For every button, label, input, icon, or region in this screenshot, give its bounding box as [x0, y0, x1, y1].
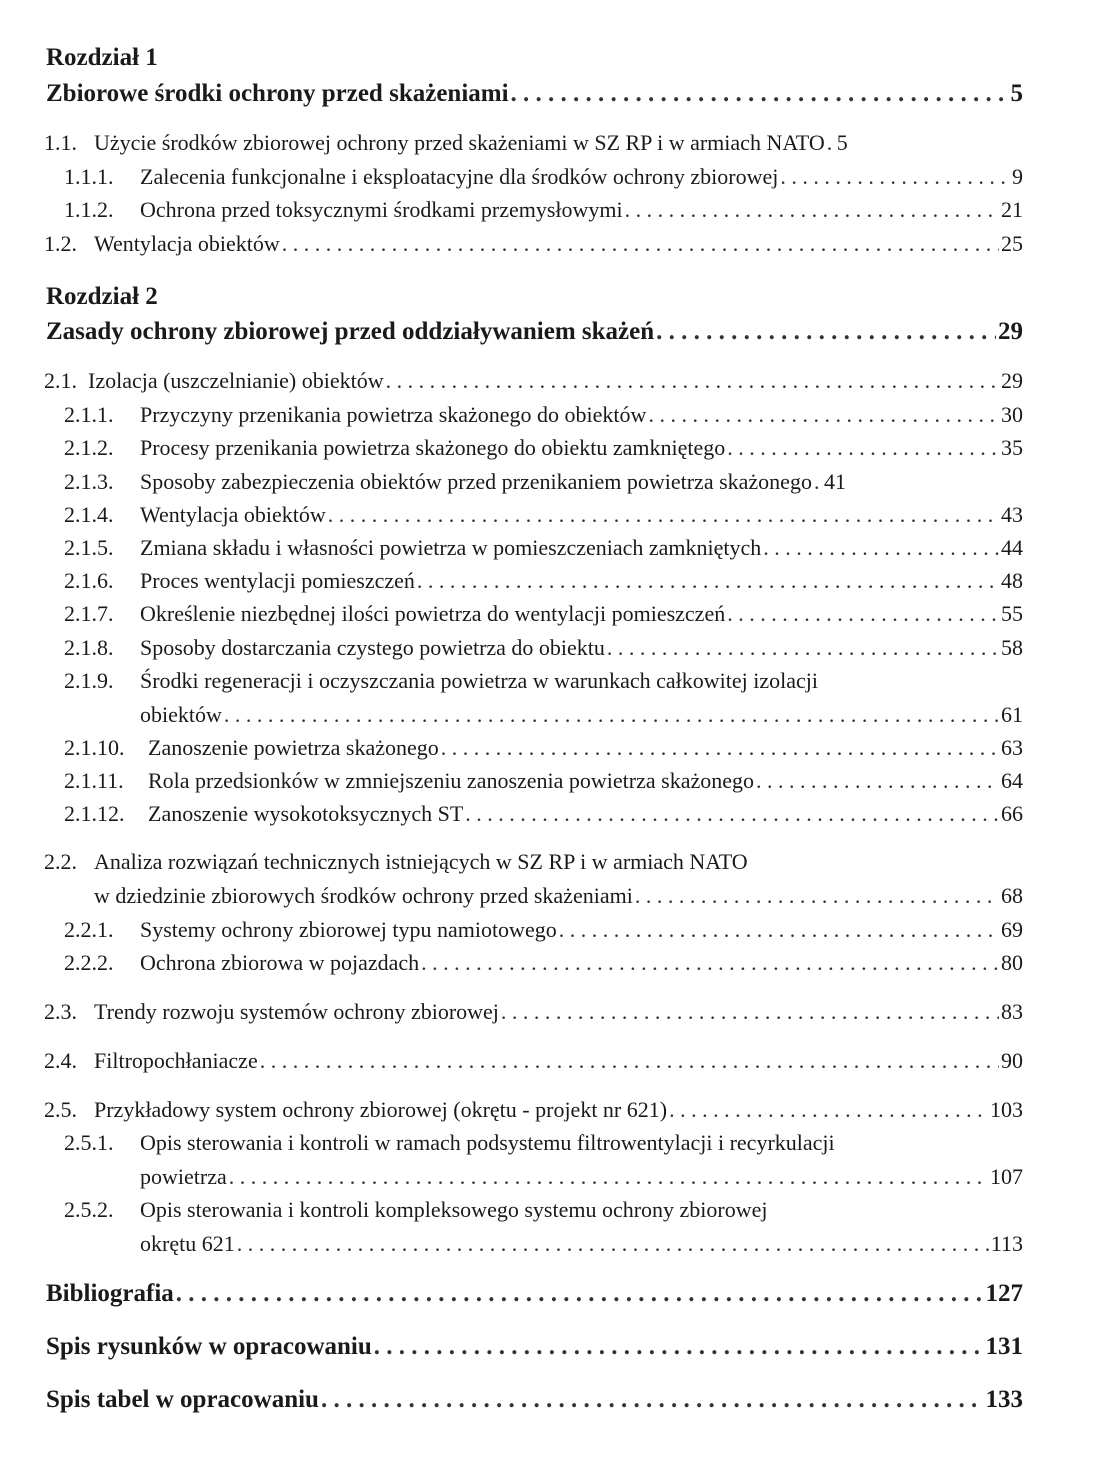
entry-title: Rola przedsionków w zmniejszeniu zanoszenia powietrza skażonego: [148, 768, 755, 793]
toc-entry-2-5-2[interactable]: [0, 1197, 1099, 1223]
dot-leader: [727, 435, 999, 461]
entry-number: 1.1.: [44, 130, 77, 155]
page-number: 83: [1001, 999, 1023, 1024]
dot-leader: [607, 635, 999, 661]
toc-entry-2-1[interactable]: [0, 368, 1099, 394]
entry-number: 2.1.12.: [64, 801, 125, 826]
toc-entry-2-1-10[interactable]: [0, 735, 1099, 761]
dot-leader: [321, 1386, 984, 1414]
entry-title: Opis sterowania i kontroli kompleksowego systemu ochrony zbiorowej: [140, 1197, 768, 1222]
entry-title: Izolacja (uszczelnianie) obiektów: [88, 368, 384, 393]
dot-leader: [282, 231, 999, 257]
entry-number: 2.5.: [44, 1097, 77, 1122]
page-number: 107: [990, 1164, 1023, 1189]
dot-leader: [511, 80, 1009, 108]
toc-entry-2-1-8[interactable]: [0, 635, 1099, 661]
back-matter-title: Spis rysunków w opracowaniu: [46, 1333, 372, 1360]
entry-title: Procesy przenikania powietrza skażonego do obiektu zamkniętego: [140, 435, 726, 460]
entry-number: 2.1.8.: [64, 635, 114, 660]
page-number: 48: [1001, 568, 1023, 593]
toc-entry-2-1-3[interactable]: [0, 469, 1099, 495]
entry-title: Proces wentylacji pomieszczeń: [140, 568, 415, 593]
page-number: 90: [1001, 1048, 1023, 1073]
page-number: 29: [1001, 368, 1023, 393]
entry-number: 2.2.: [44, 849, 77, 874]
back-matter-title: Spis tabel w opracowaniu: [46, 1386, 319, 1413]
dot-leader: [421, 950, 999, 976]
entry-number: 1.1.1.: [64, 164, 114, 189]
entry-title: Filtropochłaniacze: [94, 1048, 258, 1073]
page-number: 21: [1001, 197, 1023, 222]
page-number: 25: [1001, 231, 1023, 256]
dot-leader: [224, 702, 999, 728]
entry-number: 2.1.4.: [64, 502, 114, 527]
page-number: 127: [985, 1280, 1023, 1307]
entry-title: Wentylacja obiektów: [140, 502, 326, 527]
entry-title: Systemy ochrony zbiorowej typu namiotowego: [140, 917, 557, 942]
page-number: 41: [823, 469, 846, 494]
toc-entry-2-5-2-cont[interactable]: [0, 1231, 1099, 1257]
page-number: 30: [1001, 402, 1023, 427]
entry-number: 2.1.1.: [64, 402, 114, 427]
dot-leader: [176, 1280, 984, 1308]
toc-entry-2-4[interactable]: [0, 1048, 1099, 1074]
entry-number: 1.1.2.: [64, 197, 114, 222]
toc-entry-2-2-2[interactable]: [0, 950, 1099, 976]
entry-number: 2.2.1.: [64, 917, 114, 942]
entry-number: 2.1.7.: [64, 601, 114, 626]
page-number: 68: [1001, 883, 1023, 908]
toc-entry-2-5-1-cont[interactable]: [0, 1164, 1099, 1190]
entry-title-continuation: okrętu 621: [140, 1231, 235, 1256]
page-number: 103: [990, 1097, 1023, 1122]
dot-leader: [669, 1097, 988, 1123]
toc-bibliography[interactable]: [0, 1280, 1099, 1308]
toc-entry-2-1-9-cont[interactable]: [0, 702, 1099, 728]
toc-entry-2-1-4[interactable]: [0, 502, 1099, 528]
page-number: 69: [1001, 917, 1023, 942]
dot-leader: [656, 318, 996, 346]
page-number: 55: [1001, 601, 1023, 626]
back-matter-title: Bibliografia: [46, 1280, 174, 1307]
page-number: 5: [836, 130, 848, 155]
toc-chapter-1-title[interactable]: [0, 80, 1099, 108]
entry-number: 2.5.2.: [64, 1197, 114, 1222]
toc-entry-2-1-11[interactable]: [0, 768, 1099, 794]
toc-entry-2-5[interactable]: [0, 1097, 1099, 1123]
dot-leader: [814, 469, 822, 495]
entry-number: 2.4.: [44, 1048, 77, 1073]
dot-leader: [237, 1231, 989, 1257]
page-number: 61: [1001, 702, 1023, 727]
page-number: 64: [1001, 768, 1023, 793]
entry-number: 1.2.: [44, 231, 77, 256]
dot-leader: [756, 768, 999, 794]
dot-leader: [441, 735, 999, 761]
toc-entry-2-2[interactable]: [0, 849, 1099, 875]
dot-leader: [559, 917, 999, 943]
page-number: 63: [1001, 735, 1023, 760]
entry-title: Analiza rozwiązań technicznych istniejących w SZ RP i w armiach NATO: [94, 849, 748, 874]
page-number: 80: [1001, 950, 1023, 975]
entry-title: Zanoszenie powietrza skażonego: [148, 735, 439, 760]
entry-title: Wentylacja obiektów: [94, 231, 280, 256]
chapter-title: Zasady ochrony zbiorowej przed oddziaływaniem skażeń: [46, 318, 655, 345]
entry-title: Środki regeneracji i oczyszczania powietrza w warunkach całkowitej izolacji: [140, 668, 819, 693]
dot-leader: [229, 1164, 988, 1190]
dot-leader: [780, 164, 1010, 190]
toc-entry-1-2[interactable]: [0, 231, 1099, 257]
page-number: 58: [1001, 635, 1023, 660]
toc-entry-2-1-9[interactable]: [0, 668, 1099, 694]
entry-number: 2.5.1.: [64, 1130, 114, 1155]
toc-entry-2-1-1[interactable]: [0, 402, 1099, 428]
toc-entry-2-2-cont[interactable]: [0, 883, 1099, 909]
toc-entry-2-3[interactable]: [0, 999, 1099, 1025]
toc-chapter-2-title[interactable]: [0, 318, 1099, 346]
entry-number: 2.1.9.: [64, 668, 114, 693]
toc-entry-2-2-1[interactable]: [0, 917, 1099, 943]
dot-leader: [417, 568, 999, 594]
page-number: 9: [1012, 164, 1023, 189]
entry-title: Ochrona zbiorowa w pojazdach: [140, 950, 420, 975]
entry-title: Użycie środków zbiorowej ochrony przed skażeniami w SZ RP i w armiach NATO: [94, 130, 825, 155]
dot-leader: [386, 368, 999, 394]
chapter-title: Zbiorowe środki ochrony przed skażeniami: [46, 80, 509, 107]
page-number: 66: [1001, 801, 1023, 826]
dot-leader: [625, 197, 999, 223]
dot-leader: [328, 502, 999, 528]
entry-title: Przyczyny przenikania powietrza skażonego do obiektów: [140, 402, 647, 427]
dot-leader: [465, 801, 999, 827]
toc-list-of-figures[interactable]: [0, 1333, 1099, 1361]
dot-leader: [260, 1048, 999, 1074]
entry-title: Sposoby zabezpieczenia obiektów przed przenikaniem powietrza skażonego: [140, 469, 812, 494]
entry-title-continuation: powietrza: [140, 1164, 227, 1189]
entry-title-continuation: obiektów: [140, 702, 222, 727]
page-number: 29: [998, 318, 1023, 345]
toc-entry-2-1-12[interactable]: [0, 801, 1099, 827]
entry-number: 2.3.: [44, 999, 77, 1024]
entry-title: Przykładowy system ochrony zbiorowej (okrętu - projekt nr 621): [94, 1097, 668, 1122]
dot-leader: [827, 130, 835, 156]
page-number: 133: [985, 1386, 1023, 1413]
dot-leader: [374, 1333, 984, 1361]
toc-entry-2-1-6[interactable]: [0, 568, 1099, 594]
toc-entry-2-1-5[interactable]: [0, 535, 1099, 561]
toc-list-of-tables[interactable]: [0, 1386, 1099, 1414]
entry-title: Zanoszenie wysokotoksycznych ST: [148, 801, 464, 826]
toc-entry-1-1-2[interactable]: [0, 197, 1099, 223]
dot-leader: [727, 601, 999, 627]
chapter-1-label: Rozdział 1: [46, 44, 158, 71]
chapter-2-label: Rozdział 2: [46, 283, 158, 310]
page-number: 113: [990, 1231, 1023, 1256]
dot-leader: [763, 535, 999, 561]
page-number: 35: [1001, 435, 1023, 460]
entry-number: 2.1.11.: [64, 768, 124, 793]
entry-number: 2.1.5.: [64, 535, 114, 560]
page-number: 5: [1010, 80, 1023, 107]
toc-entry-2-1-7[interactable]: [0, 601, 1099, 627]
entry-title: Ochrona przed toksycznymi środkami przemysłowymi: [140, 197, 623, 222]
toc-entry-2-5-1[interactable]: [0, 1130, 1099, 1156]
dot-leader: [635, 883, 999, 909]
entry-number: 2.1.2.: [64, 435, 114, 460]
page-number: 131: [985, 1333, 1023, 1360]
dot-leader: [648, 402, 999, 428]
entry-title: Zmiana składu i własności powietrza w pomieszczeniach zamkniętych: [140, 535, 762, 560]
page-number: 44: [1001, 535, 1023, 560]
entry-number: 2.1.10.: [64, 735, 125, 760]
dot-leader: [501, 999, 999, 1025]
entry-title-continuation: w dziedzinie zbiorowych środków ochrony przed skażeniami: [94, 883, 633, 908]
entry-number: 2.2.2.: [64, 950, 114, 975]
entry-title: Opis sterowania i kontroli w ramach podsystemu filtrowentylacji i recyrkulacji: [140, 1130, 835, 1155]
page-number: 43: [1001, 502, 1023, 527]
entry-title: Określenie niezbędnej ilości powietrza do wentylacji pomieszczeń: [140, 601, 726, 626]
entry-title: Trendy rozwoju systemów ochrony zbiorowej: [94, 999, 499, 1024]
entry-title: Sposoby dostarczania czystego powietrza do obiektu: [140, 635, 605, 660]
toc-entry-1-1[interactable]: [0, 130, 1099, 156]
entry-number: 2.1.6.: [64, 568, 114, 593]
entry-title: Zalecenia funkcjonalne i eksploatacyjne dla środków ochrony zbiorowej: [140, 164, 779, 189]
toc-entry-1-1-1[interactable]: [0, 164, 1099, 190]
entry-number: 2.1.3.: [64, 469, 114, 494]
entry-number: 2.1.: [44, 368, 77, 393]
toc-entry-2-1-2[interactable]: [0, 435, 1099, 461]
